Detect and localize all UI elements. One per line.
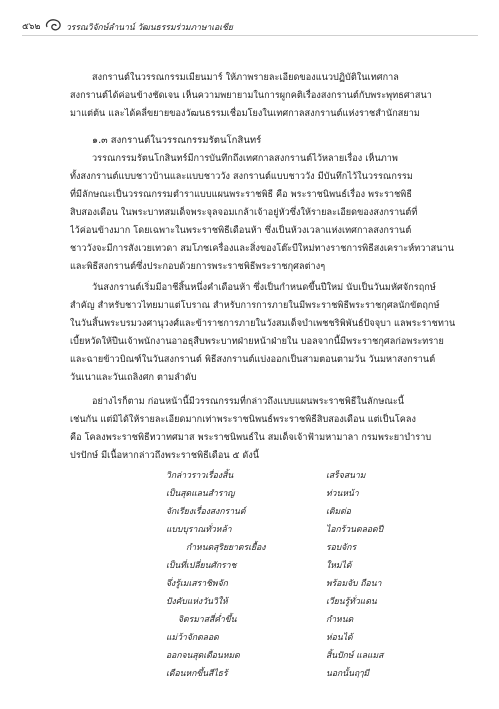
verse-left: เป็นสุดแลนสำราญ (166, 489, 235, 499)
verse-right: เสร็จสนาม (326, 471, 366, 481)
paragraph-line: ที่มีลักษณะเป็นวรรณกรรมตำราแบบแผนพระราชพิธี คือ พระราชนิพนธ์เรื่อง พระราชพิธี (70, 190, 412, 200)
verse-right: สิ้นปักษ์ แลแมส (326, 651, 384, 661)
header-title: วรรณวิจักษ์ลำนาน์ วัฒนธรรมร่วมภาษาเอเชีย (66, 23, 233, 33)
verse-left: จิตรมาสสี่ค่ำขึ้น (178, 615, 237, 625)
paragraph-line: และฉายข้าวบิณฑ์ในวันสงกรานต์ พิธีสงกรานต์แบ่งออกเป็นสามตอนตามวัน วันมหาสงกรานต์ (70, 355, 436, 365)
paragraph-line: มาแต่ต้น และได้คลี่ขยายของวัฒนธรรมเชื่อมโยงในเทศกาลสงกรานต์แห่งราชสำนักสยาม (70, 109, 420, 119)
verse-right: กำหนด (326, 615, 354, 625)
verse-left: เป็นที่เปลี่ยนศักราช (166, 561, 237, 571)
paragraph-line: วันสงกรานต์เริ่มมีอาชีสิ้นหนึ่งคำเดือนห้า ซึ่งเป็นกำหนดขึ้นปีใหม่ นับเป็นวันมหัศจักรฤกษ์ (92, 283, 436, 293)
paragraph-line: สำคัญ สำหรับชาวไทยมาแต่โบราณ สำหรับการการภายในมีพระราชพิธีพระราชกุศลนักขัตฤกษ์ (70, 301, 440, 311)
running-header (22, 17, 322, 37)
paragraph-line: ในวันสิ้นพระบรมวงศานุวงศ์และข้าราชการภายในวังสมเด็จบำเพชชริพิพันธ์ปัจจุบา แลพระราชทาน (70, 319, 456, 329)
verse-right: ห่อนได้ (326, 633, 353, 643)
paragraph-line: เช่นกัน แต่มิได้ให้รายละเอียดมากเท่าพระราชนิพนธ์พระราชพิธีสิบสองเดือน แต่เป็นโคลง (70, 415, 417, 425)
verse-left: แบบบุราณทั่วหล้า (166, 525, 232, 535)
paragraph-line: เบี้ยหวัดให้ปีนเจ้าพนักงานอาอธุสืบพระบาทฝ่ายหน้าฝ่ายใน บอลจากนี้มีพระราชกุศลก่อพระทราย (70, 337, 444, 347)
verse-left: แม่ว้าจักตลอด (166, 633, 219, 643)
header-divider (22, 35, 478, 36)
paragraph-line: สงกรานต์ได้ค่อนข้างชัดเจน เห็นความพยายามในการผูกคติเรื่องสงกรานต์กับพระพุทธศาสนา (70, 91, 432, 101)
paragraph-line: สิบสองเดือน ในพระบาทสมเด็จพระจุลจอมเกล้าเจ้าอยู่หัวซึ่งให้รายละเอียดของสงกรานต์ที่ (70, 208, 418, 218)
verse-right: ไอกร้วนตลอดปี (326, 525, 384, 535)
section-heading: ๑.๓ สงกรานต์ในวรรณกรรมรัตนโกสินทร์ (92, 135, 262, 146)
paragraph-line: วันเนาและวันเถลิงศก ตามลำดับ (70, 373, 197, 383)
paragraph-line: ปรปักษ์ มีเนื้อหากล่าวถึงพระราชพิธีเดือน ๕ ดังนี้ (70, 451, 260, 461)
verse-right: รอบจักร (326, 543, 357, 553)
verse-right: พร้อมจับ ถือนา (326, 579, 382, 589)
verse-left: จักเรียงเรื่องสงกรานต์ (166, 507, 246, 517)
verse-right: ท่วนหน้า (326, 489, 359, 499)
verse-left: จึ่งรู้เมเสราชิพจัก (166, 579, 228, 589)
verse-left: ปังคับแห่งวันวิให้ (166, 597, 228, 607)
paragraph-line: ไว้ค่อนข้างมาก โดยเฉพาะในพระราชพิธีเดือนห้า ซึ่งเป็นห้วงเวลาแห่งเทศกาลสงกรานต์ (70, 226, 412, 236)
paragraph-line: คือ โคลงพระราชพิธีทวาทศมาส พระราชนิพนธ์ใน สมเด็จเจ้าฟ้ามหามาลา กรมพระยาบำราบ (70, 433, 432, 443)
verse-right: เวียนรู้ทั่วแดน (326, 597, 377, 607)
paragraph-line: ทั้งสงกรานต์แบบชาวบ้านและแบบชาววัง สงกรานต์แบบชาววัง มีบันทึกไว้ในวรรณกรรม (70, 172, 413, 182)
verse-left: เดือนหกขึ้นสีไธร้ (166, 669, 228, 679)
verse-right: ใหม่ได้ (326, 561, 352, 571)
paragraph-line: อย่างไรก็ตาม ก่อนหน้านี้มีวรรณกรรมที่กล่าวถึงแบบแผนพระราชพิธีในลักษณะนี้ (92, 397, 405, 407)
paragraph-line: สงกรานต์ในวรรณกรรมเมียนมาร์ ให้ภาพรายละเอียดของแนวปฏิบัติในเทศกาล (92, 73, 399, 83)
paragraph-line: วรรณกรรมรัตนโกสินทร์มีการบันทึกถึงเทศกาลสงกรานต์ไว้หลายเรื่อง เห็นภาพ (92, 154, 398, 164)
verse-right: นอกนั้นฤๅมี (326, 669, 370, 679)
verse-right: เติมต่อ (326, 507, 351, 517)
paragraph-line: ชาววังจะมีการสังเวยเทวดา สมโภชเครื่องและสิ่งของโต๊ะบีใหม่ทางราชการพิธีสงเคราะห์ทวาสนาน (70, 244, 454, 254)
page-number: ๕๖๒ (22, 22, 41, 32)
verse-left: กำหนดสุริยยาตรเยื้อง (186, 543, 266, 553)
verse-left: วิกล่าวราวเรื่องสิ้น (166, 471, 234, 481)
paragraph-line: และพิธีสงกรานต์ซึ่งประกอบด้วยการพระราชพิธีพระราชกุศลต่างๆ (70, 262, 326, 272)
swirl-logo-icon (44, 17, 64, 33)
verse-left: ออกจนสุดเดือนหมด (166, 651, 240, 661)
